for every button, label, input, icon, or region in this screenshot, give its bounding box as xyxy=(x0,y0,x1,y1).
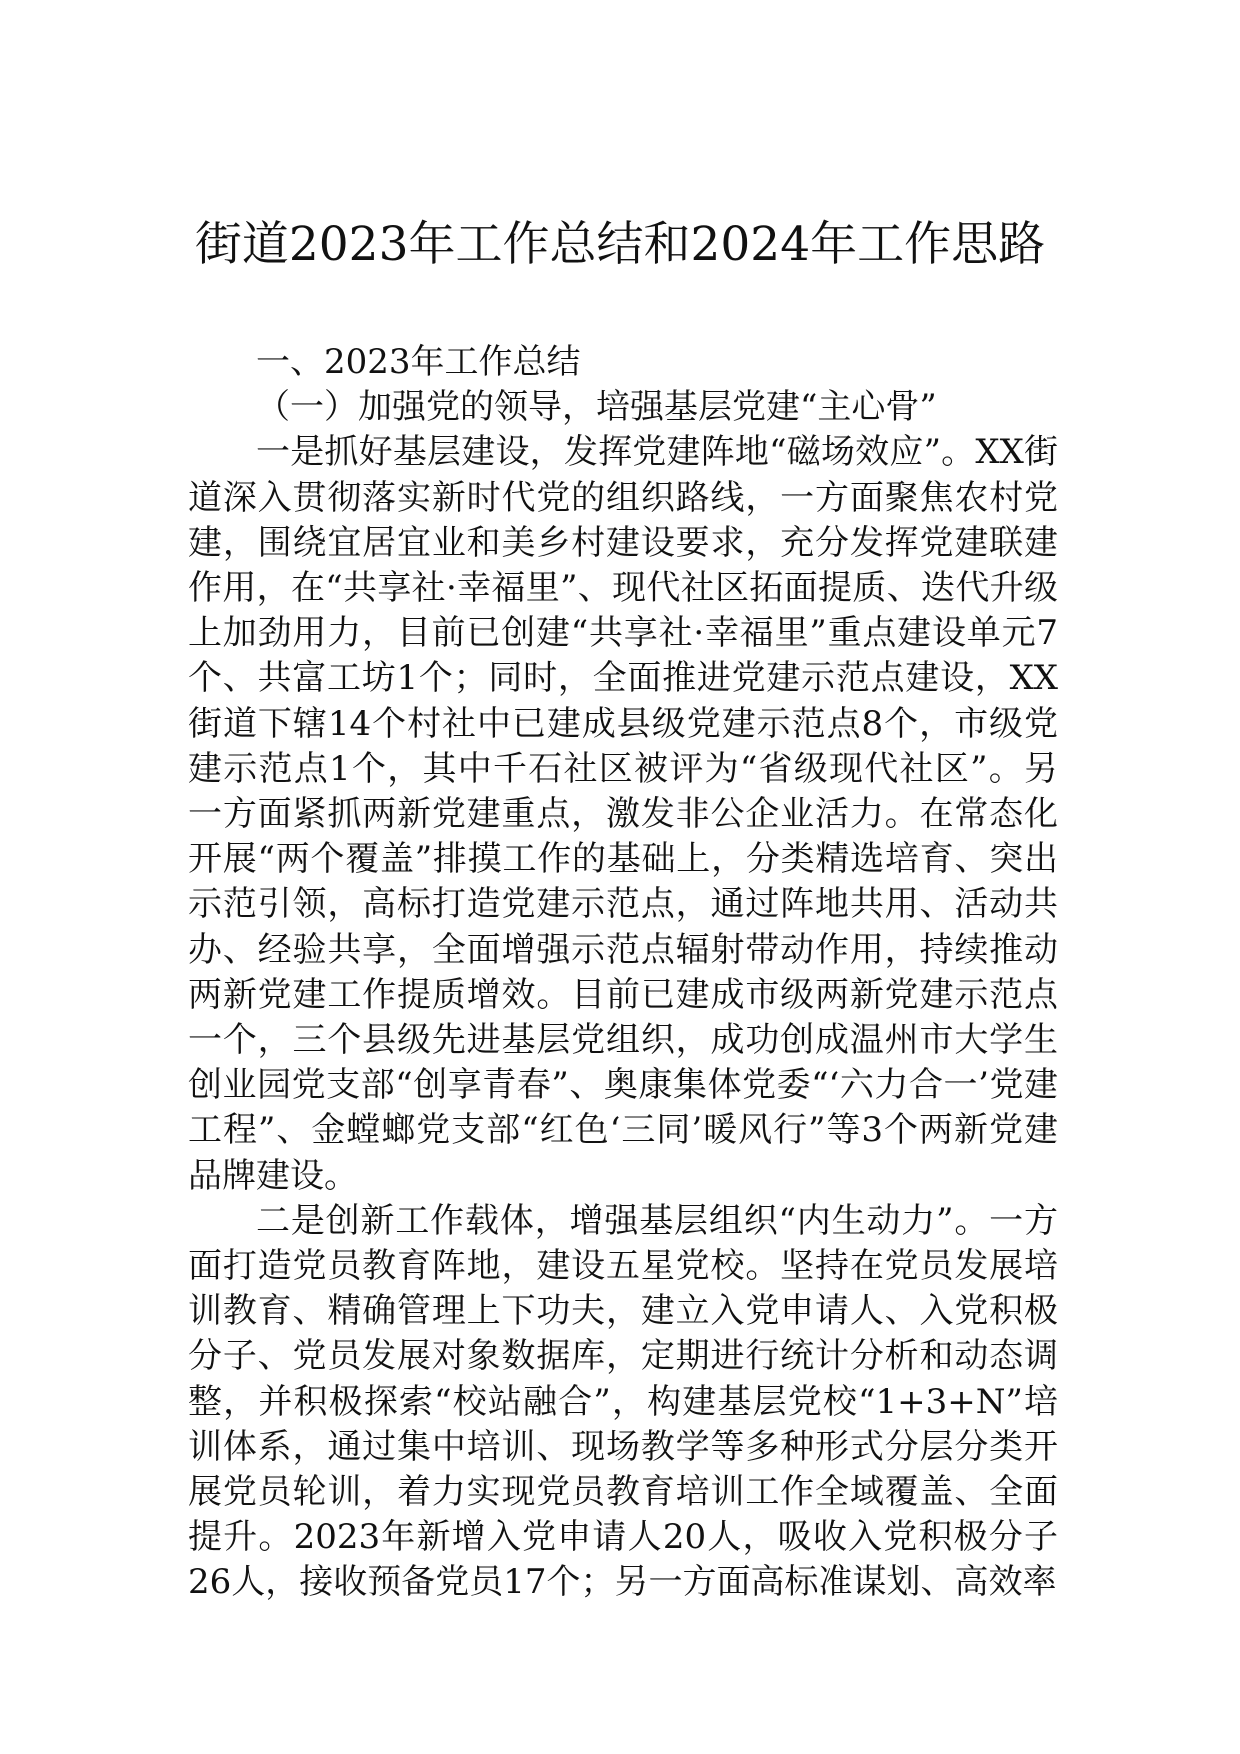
subsection-heading: （一）加强党的领导，培强基层党建“主心骨” xyxy=(256,387,937,428)
body-paragraph: 二是创新工作载体，增强基层组织“内生动力”。一方面打造党员教育阵地，建设五星党校。坚持在党员发展培训教育、精确管理上下功夫，建立入党申请人、入党积极分子、党员发展对象数据库，定期进行统计分析和动态调整，并积极探索“校站融合”，构建基层党校“1+3+N”培训体系，通过集中培训、现场教学等多种形式分层分类开展党员轮训，着力实现党员教育培训工作全域覆盖、全面提升。2023年新增入党申请人20人，吸收入党积极分子26人，接收预备党员17个；另一方面高标准谋划、高效率 xyxy=(188,1200,1058,1603)
body-paragraph: 一是抓好基层建设，发挥党建阵地“磁场效应”。XX街道深入贯彻落实新时代党的组织路线，一方面聚焦农村党建，围绕宜居宜业和美乡村建设要求，充分发挥党建联建作用，在“共享社·幸福里”、现代社区拓面提质、迭代升级上加劲用力，目前已创建“共享社·幸福里”重点建设单元7个、共富工坊1个；同时，全面推进党建示范点建设，XX街道下辖14个村社中已建成县级党建示范点8个，市级党建示范点1个，其中千石社区被评为“省级现代社区”。另一方面紧抓两新党建重点，激发非公企业活力。在常态化开展“两个覆盖”排摸工作的基础上，分类精选培育、突出示范引领，高标打造党建示范点，通过阵地共用、活动共办、经验共享，全面增强示范点辐射带动作用，持续推动两新党建工作提质增效。目前已建成市级两新党建示范点一个，三个县级先进基层党组织，成功创成温州市大学生创业园党支部“创享青春”、奥康集体党委“‘六力合一’党建工程”、金螳螂党支部“红色‘三同’暖风行”等3个两新党建品牌建设。 xyxy=(188,432,1058,1196)
section-heading: 一、2023年工作总结 xyxy=(256,342,581,382)
document-title: 街道2023年工作总结和2024年工作思路 xyxy=(194,217,1046,272)
document-body xyxy=(188,340,1058,1606)
